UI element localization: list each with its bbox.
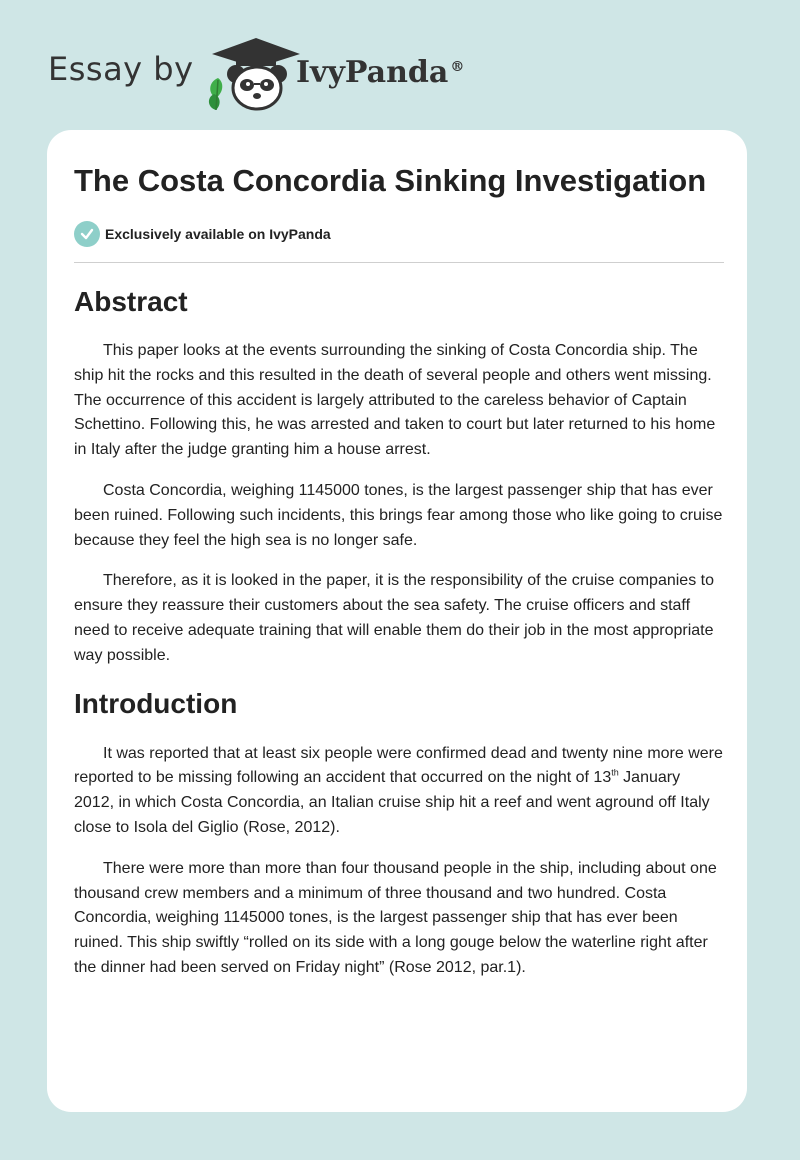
abstract-paragraph-2: Costa Concordia, weighing 1145000 tones, is the largest passenger ship that has ever been ruined. Following such incidents, this brings fear among those who like going to cruise because they feel the high sea is no longer safe. bbox=[74, 481, 723, 549]
abstract-heading: Abstract bbox=[74, 286, 188, 317]
introduction-heading: Introduction bbox=[74, 687, 238, 719]
intro-p1-before: It was reported that at least six people were confirmed dead and twenty nine more were reported to be missing following an accident that occurred on the night of 13 bbox=[74, 744, 723, 787]
intro-p1-after: January 2012, in which Costa Concordia, an Italian cruise ship hit a reef and went aground off Italy close to Isola del Giglio (Rose, 2012). bbox=[74, 769, 710, 836]
brand-prefix: Essay by bbox=[48, 50, 194, 88]
introduction-paragraph-2: There were more than more than four thousand people in the ship, including about one thousand crew members and a minimum of three thousand and two hundred. Costa Concordia, weighing 1145000 tones, is the largest passenger ship that has ever been ruined. This ship swiftly “rolled on its side with a long gouge below the waterline right after the dinner had been served on Friday night” (Rose 2012, par.1). bbox=[74, 859, 717, 976]
introduction-paragraph-1 bbox=[74, 742, 724, 841]
exclusive-badge-label: Exclusively available on IvyPanda bbox=[105, 226, 331, 242]
registered-mark: ® bbox=[450, 59, 465, 75]
brand-name-text: IvyPanda bbox=[296, 55, 449, 90]
abstract-paragraph-1: This paper looks at the events surrounding the sinking of Costa Concordia ship. The ship hit the rocks and this resulted in the death of several people and others went missing. The occurrence of this accident is largely attributed to the careless behavior of Captain Schettino. Following this, he was arrested and taken to court but later returned to his home in Italy after the judge granting him a house arrest. bbox=[74, 342, 716, 459]
essay-card bbox=[47, 130, 747, 1112]
intro-p1-superscript: th bbox=[611, 768, 619, 779]
brand-name[interactable] bbox=[296, 55, 464, 90]
essay-content bbox=[74, 160, 724, 981]
abstract-paragraph-3: Therefore, as it is looked in the paper, it is the responsibility of the cruise companies to ensure they reassure their customers about the sea safety. The cruise officers and staff need to receive adequate training that will enable them do their job in the most appropriate way possible. bbox=[74, 572, 714, 664]
page-title: The Costa Concordia Sinking Investigation bbox=[74, 163, 707, 198]
check-circle-icon bbox=[74, 221, 100, 247]
site-header bbox=[48, 28, 748, 118]
divider bbox=[74, 262, 724, 263]
exclusive-badge bbox=[74, 220, 724, 248]
panda-logo-icon[interactable] bbox=[200, 32, 310, 112]
